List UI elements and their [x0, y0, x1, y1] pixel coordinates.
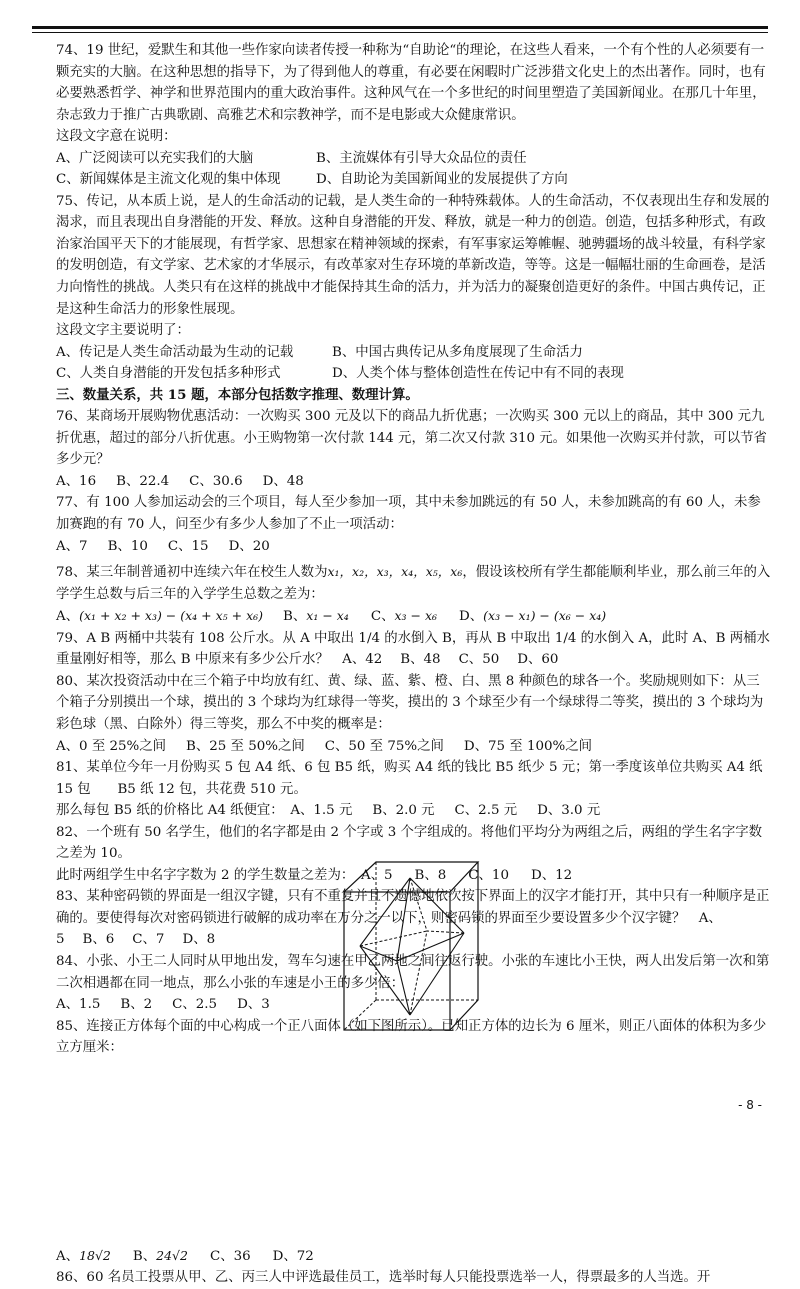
question-75-option-a: A、传记是人类生命活动最为生动的记载	[56, 344, 294, 360]
question-76-option-d: D、48	[262, 473, 304, 489]
question-82-option-d: D、12	[530, 867, 573, 883]
question-78-option-b: x₁ − x₄	[306, 608, 349, 624]
question-85-option-d: D、72	[272, 1248, 314, 1264]
question-78-option-d: (x₃ − x₁) − (x₆ − x₄)	[483, 608, 607, 624]
question-84-option-c: C、2.5	[172, 997, 218, 1013]
header-rule-thin	[32, 32, 768, 33]
cube-top-edges	[344, 862, 478, 892]
question-85-option-c: C、36	[209, 1248, 251, 1264]
question-80-option-b: B、25 至 50%之间	[186, 738, 305, 754]
question-82-option-b: B、8	[414, 867, 447, 883]
question-79-option-b: B、48	[400, 652, 441, 668]
question-78-options	[56, 605, 771, 628]
question-81-option-a: A、1.5 元	[290, 803, 353, 819]
question-83-option-d: D、8	[182, 932, 216, 948]
question-74-ask: 这段文字意在说明：	[56, 129, 177, 145]
question-76-stem: 76、某商场开展购物优惠活动：一次购买 300 元及以下的商品九折优惠；一次购买 300 元以上的商品，其中 300 元九折优惠，超过的部分八折优惠。小王购物第一次付款 144 元，第二次又付款 310 元。如果他一次购买并付款，可以节省多少元？	[56, 409, 767, 468]
question-74-options-row1	[56, 148, 771, 170]
question-80-option-c: C、50 至 75%之间	[324, 738, 444, 754]
question-75-ask: 这段文字主要说明了：	[56, 323, 190, 339]
question-86-stem: 86、60 名员工投票从甲、乙、丙三人中评选最佳员工，选举时每人只能投票选举一人，得票最多的人当选。开	[56, 1270, 711, 1286]
question-74-option-b: B、主流媒体有引导大众品位的责任	[316, 150, 527, 166]
question-85-option-b-label: B、	[132, 1248, 157, 1264]
header-rule-thick	[32, 26, 768, 29]
question-77-option-a: A、7	[56, 538, 88, 554]
octahedron-edge	[397, 878, 410, 961]
question-84-option-d: D、3	[237, 997, 270, 1013]
question-74-stem: 74、19 世纪，爱默生和其他一些作家向读者传授一种称为“自助论“的理论，在这些人看来，一个有个性的人必须要有一颗充实的大脑。在这种思想的指导下，为了得到他人的尊重，有必要在闲暇时广泛涉猎文化史上的杰出著作。同时，也有必要熟悉哲学、神学和世界范围内的重大政治事件。这种风气在一个多世纪的时间里塑造了美国新闻业。在那几十年里，杂志致力于推广古典歌剧、高雅艺术和宗教神学，而不是电影或大众健康常识。	[56, 43, 766, 123]
question-78-stem	[56, 561, 771, 605]
question-78-stem-part1: 78、某三年制普通初中连续六年在校生人数为	[56, 565, 328, 581]
question-74-option-a: A、广泛阅读可以充实我们的大脑	[56, 150, 254, 166]
question-75-option-d: D、人类个体与整体创造性在传记中有不同的表现	[332, 366, 624, 382]
question-82-ask: 此时两组学生中名字字数为 2 的学生数量之差为：	[56, 867, 348, 883]
question-79-text: 79、A B 两桶中共装有 108 公斤水。从 A 中取出 1/4 的水倒入 B，再从 B 中取出 1/4 的水倒入 A，此时 A、B 两桶水重量刚好相等，那么 B 中原来有多少公斤水？	[56, 630, 770, 668]
question-84-stem: 84、小张、小王二人同时从甲地出发，驾车匀速在甲乙两地之间往返行驶。小张的车速比小王快，两人出发后第一次和第二次相遇都在同一地点，那么小张的车速是小王的多少倍：	[56, 953, 770, 991]
question-79-option-c: C、50	[458, 652, 500, 668]
question-81-ask: 那么每包 B5 纸的价格比 A4 纸便宜：	[56, 803, 277, 819]
question-85-stem: 85、连接正方体每个面的中心构成一个正八面体（如下图所示）。已知正方体的边长为 6 厘米，则正八面体的体积为多少立方厘米：	[56, 1018, 767, 1056]
octahedron-edge	[360, 878, 410, 946]
question-81-option-c: C、2.5 元	[454, 803, 518, 819]
question-82-option-c: C、10	[468, 867, 509, 883]
question-77-options	[56, 536, 771, 558]
question-74-options-row2	[56, 169, 771, 191]
question-76-option-b: B、22.4	[116, 473, 170, 489]
question-78-stem-part2: ，假设该校所有学生都能顺利毕业，那么前三年的入学学生总数与后三年的入学学生总数之差为：	[56, 565, 771, 602]
question-85-option-a-label: A、	[56, 1248, 80, 1264]
question-78-option-b-label: B、	[283, 609, 307, 625]
page-number: - 8 -	[738, 1098, 762, 1112]
page-content	[56, 40, 771, 1289]
question-81-option-b: B、2.0 元	[372, 803, 435, 819]
question-74-option-d: D、自助论为美国新闻业的发展提供了方向	[316, 172, 568, 188]
cube-octahedron-figure	[340, 858, 482, 1036]
question-85-option-b: 24√2	[156, 1247, 188, 1263]
question-78-option-c-label: C、	[370, 609, 395, 625]
question-80-option-d: D、75 至 100%之间	[463, 738, 593, 754]
question-81-option-d: D、3.0 元	[537, 803, 601, 819]
question-77-option-c: C、15	[167, 538, 209, 554]
question-75-option-c: C、人类自身潜能的开发包括多种形式	[56, 366, 281, 382]
question-82-stem: 82、一个班有 50 名学生，他们的名字都是由 2 个字或 3 个字组成的。将他们平均分为两组之后，两组的学生名字字数之差为 10。	[56, 824, 763, 862]
question-78-option-d-label: D、	[459, 609, 484, 625]
question-83-option-b: B、6	[82, 932, 115, 948]
question-75-stem: 75、传记，从本质上说，是人的生命活动的记载，是人类生命的一种特殊载体。人的生命活动，不仅表现出生存和发展的渴求，而且表现出自身潜能的开发、释放。这种自身潜能的开发、释放，就是一种力的创造。创造，包括多种形式，有政治家治国平天下的才能展现，有哲学家、思想家在精神领域的探索，有军事家运筹帷幄、驰骋疆场的战斗较量，有科学家的发明创造，有文学家、艺术家的才华展示，有改革家对生存环境的革新改造，等等。这是一幅幅壮丽的生命画卷，是活力向惰性的挑战。人类只有在这样的挑战中才能保持其生命的活力，并为活力的凝聚创造更好的条件。中国古典传记，正是这种生命活力的形象性展现。	[56, 193, 770, 317]
question-79-option-d: D、60	[517, 652, 559, 668]
question-78-variables: x₁，x₂，x₃，x₄，x₅，x₆	[327, 564, 463, 580]
question-84-option-b: B、2	[120, 997, 153, 1013]
question-83-text: 83、某种密码锁的界面是一组汉字键，只有不重复并且不遗憾地依次按下界面上的汉字才能打开，其中只有一种顺序是正确的。要使得每次对密码锁进行破解的成功率在万分之一以下，则密码锁的界面至少要设置多少个汉字键？	[56, 889, 770, 926]
question-81-ask-line	[56, 800, 771, 822]
question-77-stem: 77、有 100 人参加运动会的三个项目，每人至少参加一项，其中未参加跳远的有 50 人，未参加跳高的有 60 人，未参加赛跑的有 70 人，问至少有多少人参加了不止一项活动：	[56, 495, 761, 533]
question-85-figure-space	[56, 1059, 771, 1245]
question-74-option-c: C、新闻媒体是主流文化观的集中体现	[56, 172, 281, 188]
question-76-options	[56, 471, 771, 493]
question-82-option-a: A、5	[360, 867, 393, 883]
question-75-options-row1	[56, 342, 771, 364]
question-85-options	[56, 1245, 771, 1268]
question-77-option-d: D、20	[228, 538, 270, 554]
question-80-options	[56, 736, 771, 758]
question-78-option-a: (x₁ + x₂ + x₃) − (x₄ + x₅ + x₆)	[79, 608, 264, 624]
octahedron-hidden-edge	[427, 931, 464, 933]
question-76-option-c: C、30.6	[189, 473, 243, 489]
question-85-option-a: 18√2	[79, 1247, 111, 1263]
cube-hidden-edge-depth	[344, 1000, 376, 1030]
question-76-option-a: A、16	[56, 473, 97, 489]
question-78-option-a-label: A、	[56, 609, 80, 625]
question-84-option-a: A、1.5	[56, 997, 101, 1013]
question-83-option-a: A、5	[56, 910, 722, 948]
question-78-option-c: x₃ − x₆	[394, 608, 438, 624]
section-3-heading: 三、数量关系，共 15 题，本部分包括数字推理、数理计算。	[56, 386, 419, 403]
question-81-stem: 81、某单位今年一月份购买 5 包 A4 纸、6 包 B5 纸，购买 A4 纸的钱比 B5 纸少 5 元；第一季度该单位共购买 A4 纸 15 包 B5 纸 12 包，共花费 510 元。	[56, 760, 763, 797]
question-75-options-row2	[56, 363, 771, 385]
question-80-option-a: A、0 至 25%之间	[56, 738, 167, 754]
question-83-option-c: C、7	[132, 932, 165, 948]
question-79-option-a: A、42	[342, 652, 383, 668]
question-79-stem	[56, 628, 771, 671]
question-75-option-b: B、中国古典传记从多角度展现了生命活力	[332, 344, 583, 360]
question-77-option-b: B、10	[107, 538, 148, 554]
question-80-stem: 80、某次投资活动中在三个箱子中均放有红、黄、绿、蓝、紫、橙、白、黑 8 种颜色的球各一个。奖励规则如下：从三个箱子分别摸出一个球，摸出的 3 个球均为红球得一等奖，摸出的 3 个球至少有一个绿球得二等奖，摸出的 3 个球均为彩色球（黑、白除外）得三等奖，那么不中奖的概率是：	[56, 673, 764, 732]
octahedron-edge	[397, 933, 464, 961]
